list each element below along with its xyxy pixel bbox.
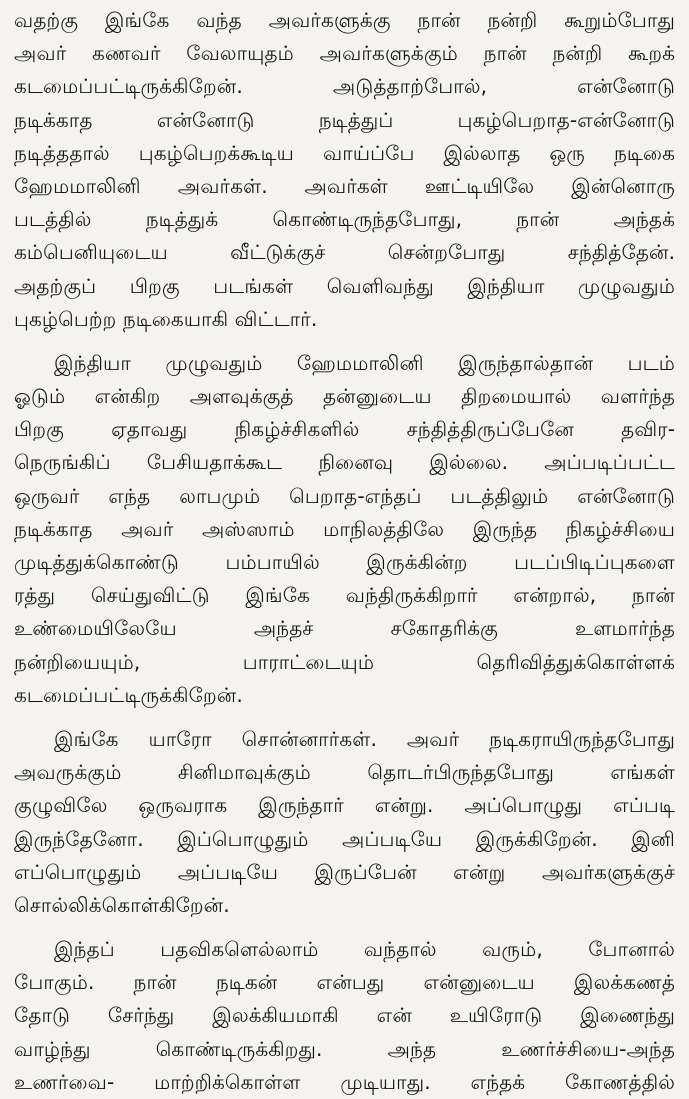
text-line: புகழ்பெற்ற நடிகையாகி விட்டார். [14, 306, 318, 331]
text-line: ஒருவர் எந்த லாபமும் பெறாத-எந்தப் படத்திலும் என்னோடு [14, 483, 675, 508]
text-line: கடமைப்பட்டிருக்கிறேன். அடுத்தாற்போல், என்னோடு [14, 74, 675, 99]
text-line: கடமைப்பட்டிருக்கிறேன். [14, 682, 243, 707]
text-line: சொல்லிக்கொள்கிறேன். [14, 892, 230, 917]
text-line: ரத்து செய்துவிட்டு இங்கே வந்திருக்கிறார் என்றால், நான் [14, 583, 675, 608]
text-line: அவருக்கும் சினிமாவுக்கும் தொடர்பிருந்தபோது எங்கள் [14, 760, 675, 785]
text-line: நெருங்கிப் பேசியதாக்கூட நினைவு இல்லை. அப்படிப்பட்ட [14, 450, 675, 475]
text-line: இருந்தேனோ. இப்பொழுதும் அப்படியே இருக்கிறேன். இனி [14, 826, 675, 851]
text-line: இந்தப் பதவிகளெல்லாம் வந்தால் வரும், போனால் [54, 937, 675, 962]
text-line: முடித்துக்கொண்டு பம்பாயில் இருக்கின்ற படப்பிடிப்புகளை [14, 550, 675, 574]
text-line: ஹேமமாலினி அவர்கள். அவர்கள் ஊட்டியிலே இன்னொரு [14, 173, 675, 198]
paragraph-2 [14, 347, 675, 712]
text-line: வதற்கு இங்கே வந்த அவர்களுக்கு நான் நன்றி கூறும்போது [14, 8, 675, 32]
text-line: தோடு சேர்ந்து இலக்கியமாகி என் உயிரோடு இணைந்து [14, 1003, 675, 1028]
text-line: இந்தியா முழுவதும் ஹேமமாலினி இருந்தால்தான் படம் [54, 350, 675, 375]
text-line: வாழ்ந்து கொண்டிருக்கிறது. அந்த உணர்ச்சியை-அந்த [14, 1036, 675, 1061]
text-line: குழுவிலே ஒருவராக இருந்தார் என்று. அப்பொழுது எப்படி [14, 793, 675, 818]
text-line: கம்பெனியுடைய வீட்டுக்குச் சென்றபோது சந்தித்தேன். [14, 240, 675, 265]
text-line: நடிக்காத அவர் அஸ்ஸாம் மாநிலத்திலே இருந்த நிகழ்ச்சியை [14, 516, 675, 541]
text-line: அவர் கணவர் வேலாயுதம் அவர்களுக்கும் நான் நன்றி கூறக் [14, 41, 675, 66]
text-line: நன்றியையும், பாராட்டையும் தெரிவித்துக்கொள்ளக் [14, 649, 675, 674]
text-line: ஓடும் என்கிற அளவுக்குத் தன்னுடைய திறமையால் வளர்ந்த [14, 384, 675, 409]
text-line: உணர்வை- மாற்றிக்கொள்ள முடியாது. எந்தக் கோணத்தில் [14, 1069, 675, 1094]
text-line: அதற்குப் பிறகு படங்கள் வெளிவந்து இந்தியா முழுவதும் [14, 273, 675, 298]
text-line: எப்பொழுதும் அப்படியே இருப்பேன் என்று அவர்களுக்குச் [14, 859, 675, 884]
text-line: பிறகு ஏதாவது நிகழ்ச்சிகளில் சந்தித்திருப்பேனே தவிர- [14, 417, 675, 442]
text-line: உண்மையிலேயே அந்தச் சகோதரிக்கு உளமார்ந்த [14, 616, 675, 641]
text-line: நடிக்காத என்னோடு நடித்துப் புகழ்பெறாத-என்னோடு [14, 107, 675, 132]
paragraph-3 [14, 723, 675, 922]
text-line: இங்கே யாரோ சொன்னார்கள். அவர் நடிகராயிருந்தபோது [54, 726, 675, 751]
text-line: போகும். நான் நடிகன் என்பது என்னுடைய இலக்கணத் [14, 970, 675, 995]
paragraph-4 [14, 933, 675, 1099]
paragraph-1 [14, 4, 675, 336]
text-line: படத்தில் நடித்துக் கொண்டிருந்தபோது, நான் அந்தக் [14, 207, 675, 232]
text-line: நடித்ததால் புகழ்பெறக்கூடிய வாய்ப்பே இல்லாத ஒரு நடிகை [14, 140, 675, 165]
